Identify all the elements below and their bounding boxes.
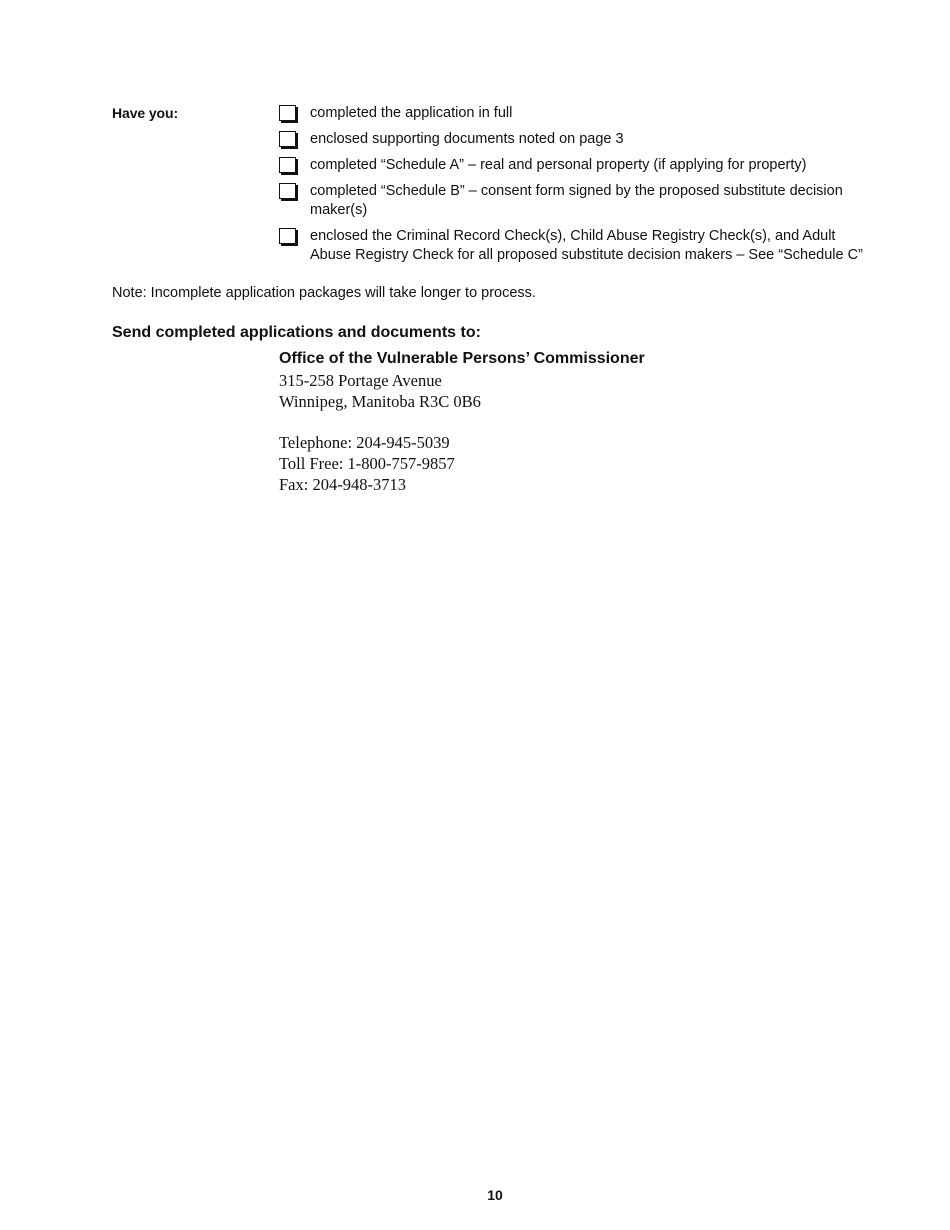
checklist-item-text: enclosed supporting documents noted on page 3 [310, 131, 624, 147]
page-number: 10 [487, 1187, 503, 1203]
checklist-item [279, 104, 879, 123]
checklist-label: Have you: [112, 105, 179, 121]
send-heading: Send completed applications and documents to: [112, 324, 481, 341]
checklist-item [279, 182, 879, 220]
checkbox[interactable] [279, 131, 296, 147]
checklist-item [279, 227, 879, 265]
checkbox[interactable] [279, 228, 296, 244]
checkbox[interactable] [279, 105, 296, 121]
mailing-address [279, 350, 645, 495]
checklist-item [279, 156, 879, 175]
telephone: Telephone: 204-945-5039 [279, 433, 450, 452]
address-line-2: Winnipeg, Manitoba R3C 0B6 [279, 392, 481, 411]
office-name: Office of the Vulnerable Persons’ Commissioner [279, 350, 645, 367]
fax: Fax: 204-948-3713 [279, 475, 406, 494]
checklist-item [279, 130, 879, 149]
address-line-1: 315-258 Portage Avenue [279, 371, 442, 390]
checklist-item-text: completed the application in full [310, 105, 513, 121]
toll-free: Toll Free: 1-800-757-9857 [279, 454, 455, 473]
checkbox[interactable] [279, 183, 296, 199]
checklist [279, 104, 879, 272]
checkbox[interactable] [279, 157, 296, 173]
checklist-item-text: enclosed the Criminal Record Check(s), Child Abuse Registry Check(s), and Adult Abuse Registry Check for all proposed substitute decision makers – See “Schedule C” [310, 228, 863, 263]
note-text: Note: Incomplete application packages will take longer to process. [112, 285, 536, 301]
spacer [279, 412, 645, 432]
checklist-item-text: completed “Schedule B” – consent form signed by the proposed substitute decision maker(s) [310, 183, 843, 218]
checklist-item-text: completed “Schedule A” – real and personal property (if applying for property) [310, 157, 807, 173]
